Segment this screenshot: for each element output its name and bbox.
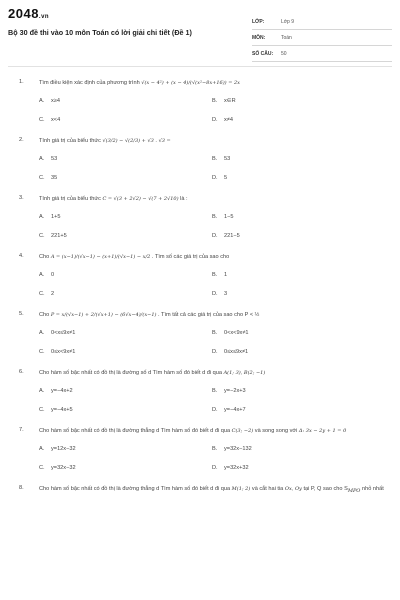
stem-text: Cho hàm số bậc nhất có đồ thị là đường thẳng d Tìm hàm số đó biết d đi qua bbox=[39, 428, 231, 434]
question-2 bbox=[0, 137, 400, 184]
option-label: A. bbox=[39, 388, 45, 394]
meta-row-class bbox=[252, 14, 392, 30]
stem-text: Tìm điều kiện xác định của phương trình bbox=[39, 80, 140, 86]
option-label: D. bbox=[212, 349, 218, 355]
option-d[interactable] bbox=[212, 407, 385, 416]
option-c[interactable] bbox=[39, 233, 212, 242]
option-text: 0 bbox=[51, 272, 55, 278]
question-8 bbox=[0, 485, 400, 496]
option-text: x∈R bbox=[224, 98, 236, 104]
option-label: B. bbox=[212, 330, 218, 336]
option-label: B. bbox=[212, 446, 218, 452]
header-divider bbox=[8, 66, 392, 67]
meta-label: MÔN: bbox=[252, 34, 266, 41]
option-label: C. bbox=[39, 291, 45, 297]
option-text: 0<x<9x≠1 bbox=[224, 330, 249, 336]
option-text: x≠4 bbox=[224, 117, 233, 123]
option-b[interactable] bbox=[212, 330, 385, 339]
option-b[interactable] bbox=[212, 156, 385, 165]
option-text: 0≤x≤9x≠1 bbox=[224, 349, 249, 355]
stem-suffix: nhỏ nhất bbox=[361, 486, 384, 492]
math-expression: Ox, Oy bbox=[284, 486, 302, 492]
option-row bbox=[39, 465, 400, 474]
option-row bbox=[39, 330, 400, 339]
option-row bbox=[39, 349, 400, 358]
meta-value: Lớp 9 bbox=[281, 18, 295, 25]
option-text: y=12x−32 bbox=[51, 446, 76, 452]
math-expression: M(1; 2) bbox=[231, 486, 251, 492]
option-a[interactable] bbox=[39, 156, 212, 165]
question-5 bbox=[0, 311, 400, 358]
option-label: A. bbox=[39, 214, 45, 220]
option-c[interactable] bbox=[39, 407, 212, 416]
option-label: C. bbox=[39, 117, 45, 123]
option-text: 221−5 bbox=[224, 233, 240, 239]
question-stem bbox=[39, 311, 389, 320]
option-label: B. bbox=[212, 214, 218, 220]
stem-text: Cho hàm số bậc nhất có đồ thị là đường số d Tìm hàm số đó biết d đi qua bbox=[39, 370, 222, 376]
option-label: D. bbox=[212, 175, 218, 181]
option-text: 0<x≤9x≠1 bbox=[51, 330, 76, 336]
document-title: Bộ 30 đề thi vào 10 môn Toán có lời giải chi tiết (Đề 1) bbox=[8, 28, 192, 37]
option-label: A. bbox=[39, 272, 45, 278]
option-label: B. bbox=[212, 272, 218, 278]
question-1 bbox=[0, 79, 400, 126]
option-d[interactable] bbox=[212, 117, 385, 126]
question-stem bbox=[39, 485, 389, 496]
question-stem bbox=[39, 137, 389, 146]
option-row bbox=[39, 272, 400, 281]
option-text: 3 bbox=[224, 291, 228, 297]
answer-options bbox=[0, 98, 400, 126]
option-text: y=−4x+2 bbox=[51, 388, 73, 394]
option-text: 53 bbox=[51, 156, 58, 162]
question-number: 8. bbox=[19, 485, 24, 491]
option-label: B. bbox=[212, 388, 218, 394]
option-text: 0≤x<9x≠1 bbox=[51, 349, 76, 355]
option-label: C. bbox=[39, 407, 45, 413]
option-a[interactable] bbox=[39, 330, 212, 339]
option-a[interactable] bbox=[39, 214, 212, 223]
meta-label: LỚP: bbox=[252, 18, 265, 25]
option-c[interactable] bbox=[39, 465, 212, 474]
option-b[interactable] bbox=[212, 214, 385, 223]
option-text: 2 bbox=[51, 291, 55, 297]
option-row bbox=[39, 175, 400, 184]
question-stem bbox=[39, 195, 389, 204]
stem-suffix: . Tìm số các giá trị của sao cho bbox=[151, 254, 230, 260]
answer-options bbox=[0, 272, 400, 300]
brand-name: 2048 bbox=[8, 6, 39, 21]
option-b[interactable] bbox=[212, 98, 385, 107]
option-b[interactable] bbox=[212, 272, 385, 281]
option-label: C. bbox=[39, 465, 45, 471]
option-d[interactable] bbox=[212, 291, 385, 300]
option-text: y=32x−132 bbox=[224, 446, 252, 452]
option-a[interactable] bbox=[39, 388, 212, 397]
stem-text: Cho bbox=[39, 254, 50, 260]
stem-suffix: và song song với bbox=[254, 428, 298, 434]
option-row bbox=[39, 117, 400, 126]
stem-text: Tính giá trị của biểu thức bbox=[39, 138, 101, 144]
option-label: C. bbox=[39, 349, 45, 355]
math-expression: √(x − 4²) + (x − 4)/(√(x²−8x+16)) = 2x bbox=[141, 80, 240, 86]
option-label: D. bbox=[212, 407, 218, 413]
option-text: y=32x+32 bbox=[224, 465, 249, 471]
exam-info-box bbox=[252, 14, 392, 62]
question-number: 4. bbox=[19, 253, 24, 259]
meta-row-subject bbox=[252, 30, 392, 46]
option-text: x<4 bbox=[51, 117, 61, 123]
question-number: 5. bbox=[19, 311, 24, 317]
option-a[interactable] bbox=[39, 98, 212, 107]
stem-text: Cho bbox=[39, 312, 50, 318]
stem-suffix: là : bbox=[180, 196, 188, 202]
option-row bbox=[39, 388, 400, 397]
question-number: 3. bbox=[19, 195, 24, 201]
option-label: A. bbox=[39, 330, 45, 336]
option-label: B. bbox=[212, 98, 218, 104]
option-label: C. bbox=[39, 233, 45, 239]
answer-options bbox=[0, 330, 400, 358]
meta-label: SỐ CÂU: bbox=[252, 50, 274, 57]
option-label: D. bbox=[212, 117, 218, 123]
option-row bbox=[39, 407, 400, 416]
option-text: 1+5 bbox=[51, 214, 61, 220]
option-c[interactable] bbox=[39, 175, 212, 184]
option-row bbox=[39, 233, 400, 242]
option-label: D. bbox=[212, 465, 218, 471]
stem-suffix: và cắt hai tia bbox=[251, 486, 284, 492]
question-stem bbox=[39, 79, 389, 88]
option-a[interactable] bbox=[39, 446, 212, 455]
math-expression: C(3; −2) bbox=[231, 428, 254, 434]
math-expression: A = (x−1)/(√x−1) − (x+1)/(√x−1) − x/2 bbox=[50, 254, 151, 260]
stem-suffix: . Tìm tất cả các giá trị của sao cho P < ½ bbox=[158, 312, 260, 318]
math-expression: C = √(3 + 2√2) − √(7 + 2√10) bbox=[102, 196, 179, 202]
question-6 bbox=[0, 369, 400, 416]
answer-options bbox=[0, 388, 400, 416]
question-number: 2. bbox=[19, 137, 24, 143]
option-row bbox=[39, 156, 400, 165]
option-text: 1 bbox=[224, 272, 228, 278]
page-header bbox=[0, 0, 400, 62]
question-number: 1. bbox=[19, 79, 24, 85]
option-text: 1−5 bbox=[224, 214, 234, 220]
option-text: 35 bbox=[51, 175, 58, 181]
question-stem bbox=[39, 427, 389, 436]
option-text: y=−2x+3 bbox=[224, 388, 246, 394]
option-text: 53 bbox=[224, 156, 231, 162]
question-stem bbox=[39, 369, 389, 378]
brand-logo[interactable] bbox=[8, 6, 49, 21]
option-label: A. bbox=[39, 156, 45, 162]
option-b[interactable] bbox=[212, 446, 385, 455]
question-stem bbox=[39, 253, 389, 262]
stem-text: Tính giá trị của biểu thức bbox=[39, 196, 101, 202]
option-text: y=32x−32 bbox=[51, 465, 76, 471]
question-number: 7. bbox=[19, 427, 24, 433]
math-expression: Δ: 3x − 2y + 1 = 0 bbox=[298, 428, 347, 434]
option-text: y=−4x+7 bbox=[224, 407, 246, 413]
meta-row-count bbox=[252, 46, 392, 62]
answer-options bbox=[0, 446, 400, 474]
option-c[interactable] bbox=[39, 349, 212, 358]
option-label: B. bbox=[212, 156, 218, 162]
math-subscript: MPO bbox=[347, 488, 361, 495]
option-row bbox=[39, 98, 400, 107]
option-d[interactable] bbox=[212, 465, 385, 474]
math-expression: A(1; 3), B(2; −1) bbox=[223, 370, 266, 376]
meta-value: Toán bbox=[281, 34, 292, 41]
option-b[interactable] bbox=[212, 388, 385, 397]
question-4 bbox=[0, 253, 400, 300]
brand-suffix: .vn bbox=[38, 14, 50, 20]
option-d[interactable] bbox=[212, 175, 385, 184]
option-d[interactable] bbox=[212, 233, 385, 242]
option-a[interactable] bbox=[39, 272, 212, 281]
meta-value: 50 bbox=[281, 50, 287, 57]
option-label: A. bbox=[39, 98, 45, 104]
question-number: 6. bbox=[19, 369, 24, 375]
option-label: D. bbox=[212, 233, 218, 239]
option-row bbox=[39, 214, 400, 223]
question-3 bbox=[0, 195, 400, 242]
answer-options bbox=[0, 156, 400, 184]
math-expression: √(3/2) − √(2/3) + √3 . √3 = bbox=[102, 138, 171, 144]
question-7 bbox=[0, 427, 400, 474]
option-c[interactable] bbox=[39, 117, 212, 126]
option-label: A. bbox=[39, 446, 45, 452]
option-text: y=−4x+5 bbox=[51, 407, 73, 413]
option-text: 221+5 bbox=[51, 233, 67, 239]
answer-options bbox=[0, 214, 400, 242]
math-expression: P = x/(√x−1) + 2/(√x+1) − (6√x−4)/(x−1) bbox=[50, 312, 157, 318]
option-row bbox=[39, 291, 400, 300]
option-row bbox=[39, 446, 400, 455]
option-label: D. bbox=[212, 291, 218, 297]
option-label: C. bbox=[39, 175, 45, 181]
stem-text: Cho hàm số bậc nhất có đồ thị là đường thẳng d Tìm hàm số đó biết d đi qua bbox=[39, 486, 231, 492]
stem-suffix: tại P, Q sao cho S bbox=[303, 486, 348, 492]
option-c[interactable] bbox=[39, 291, 212, 300]
option-text: 5 bbox=[224, 175, 228, 181]
question-list bbox=[0, 79, 400, 507]
option-d[interactable] bbox=[212, 349, 385, 358]
option-text: x≥4 bbox=[51, 98, 60, 104]
